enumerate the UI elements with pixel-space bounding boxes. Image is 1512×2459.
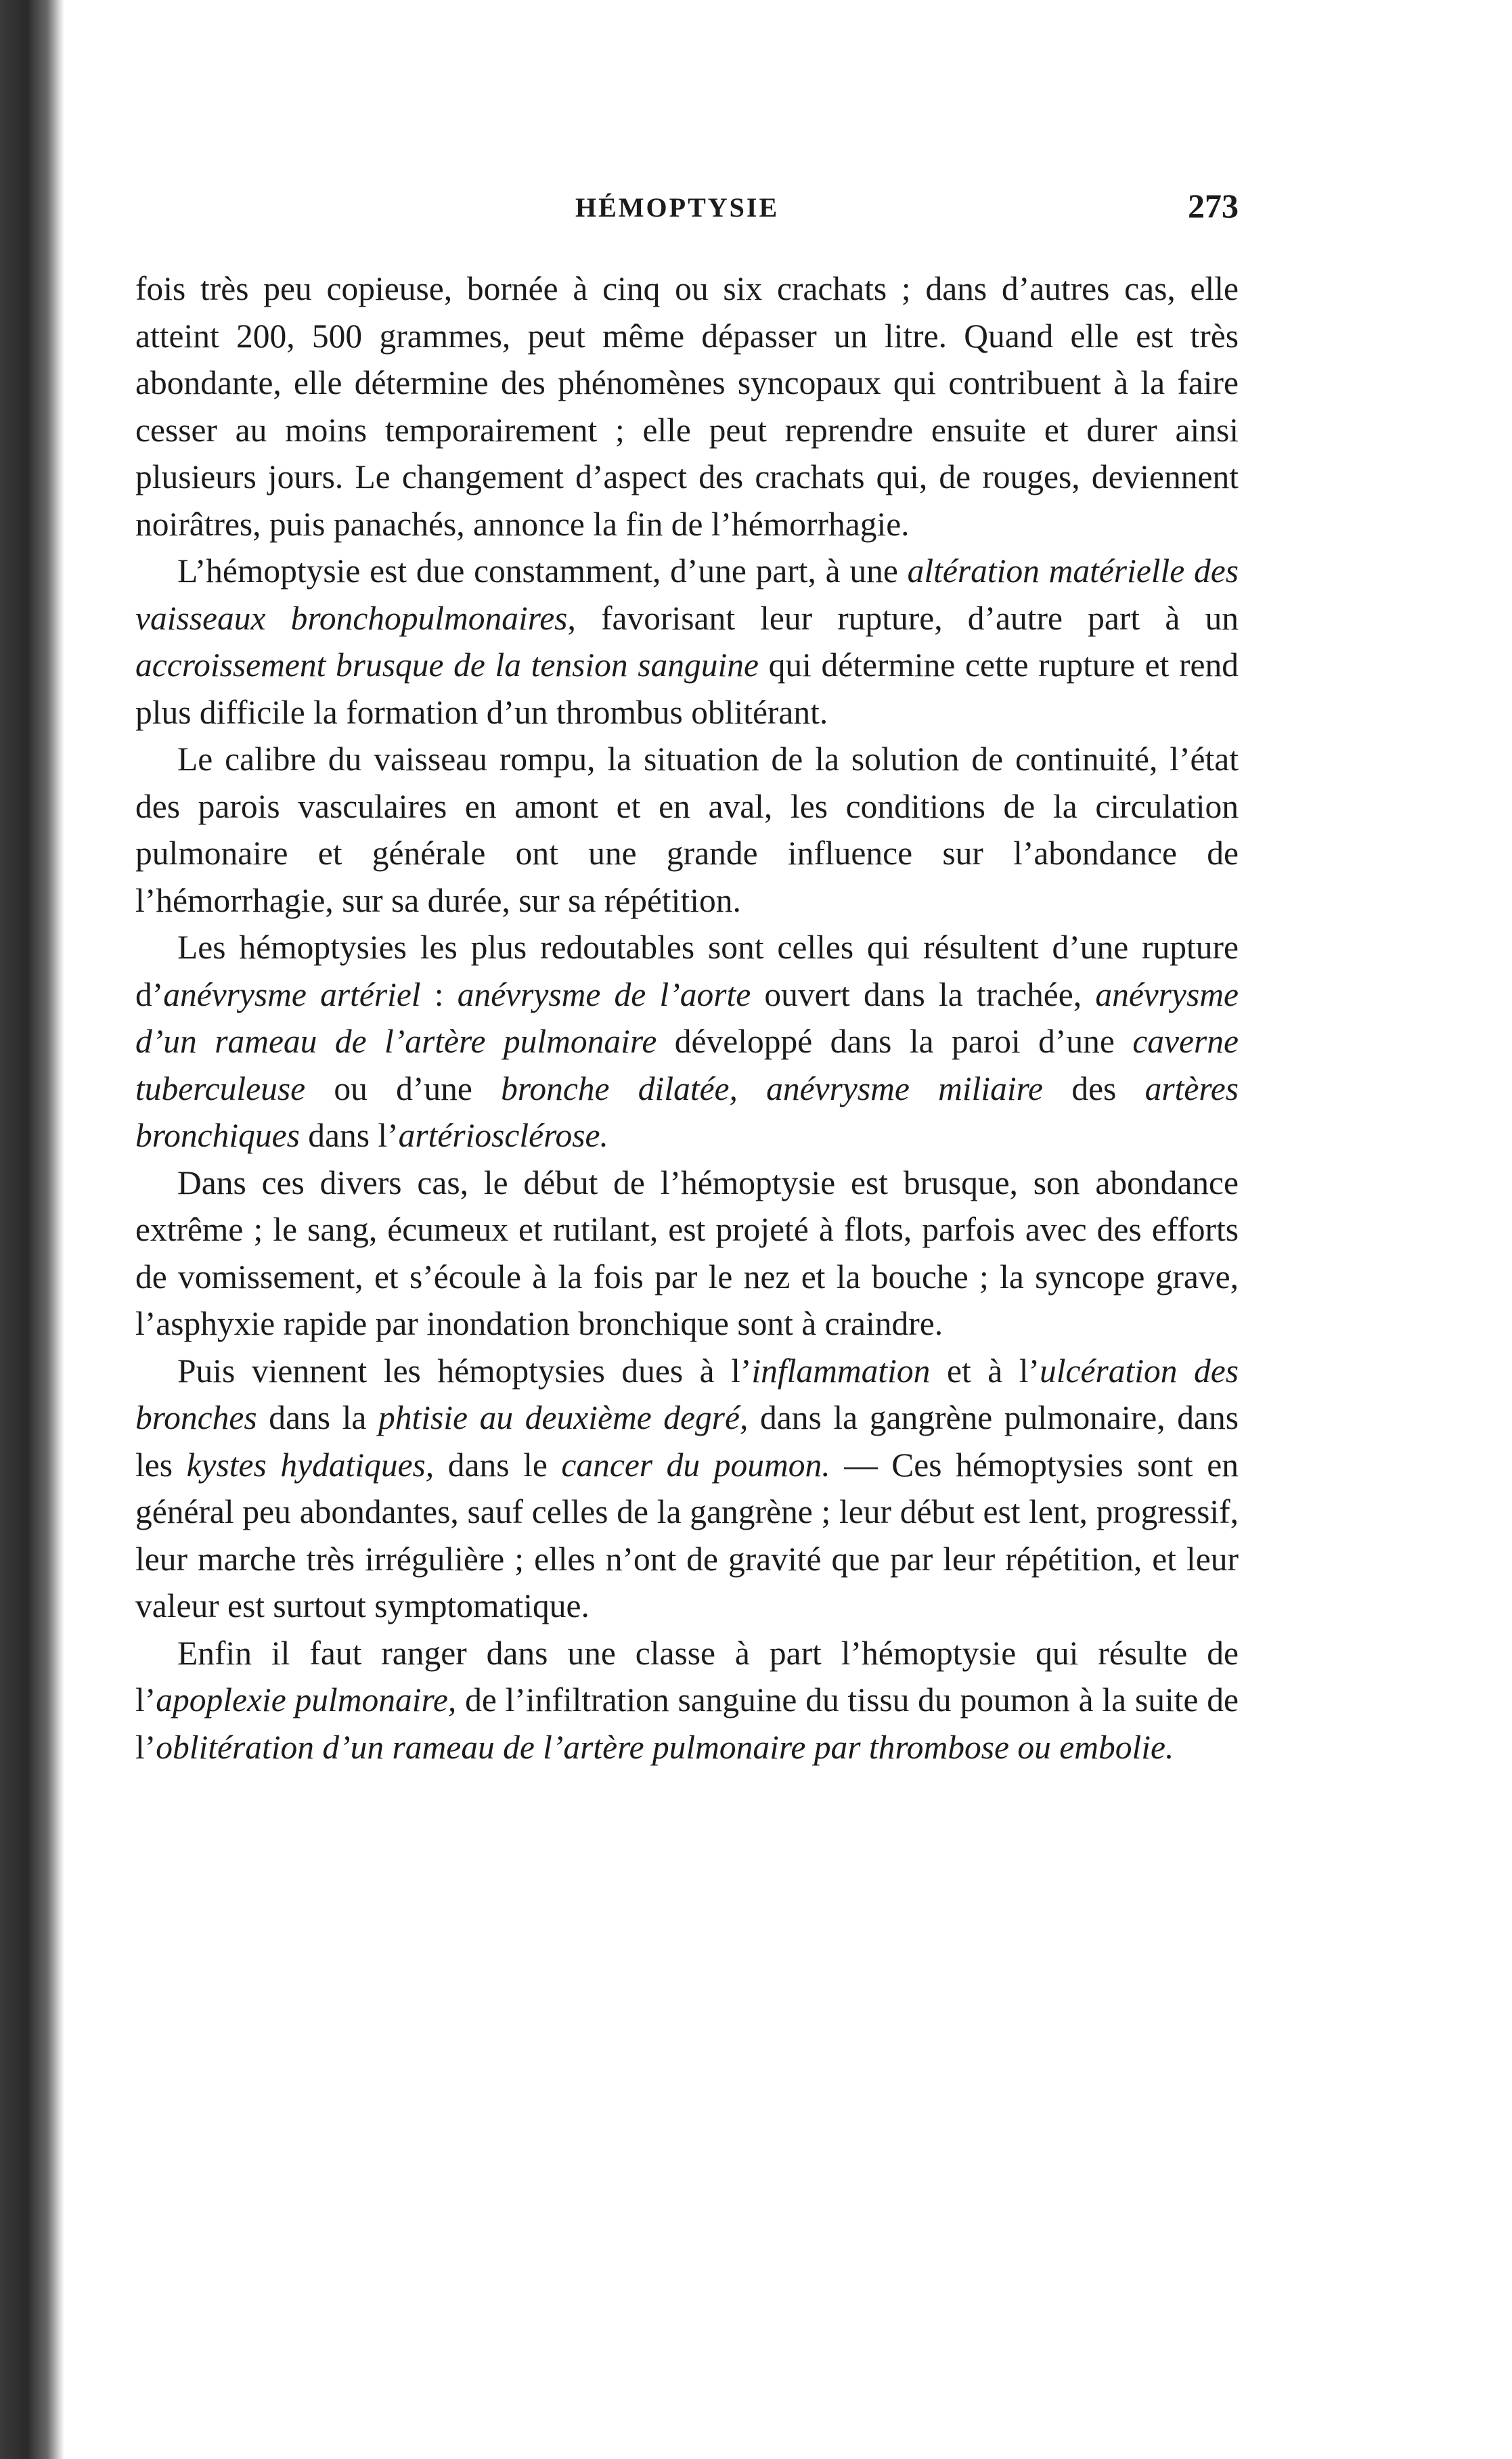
- text-run: dans le: [434, 1446, 562, 1484]
- text-run: développé dans la paroi d’une: [657, 1023, 1133, 1060]
- italic-text: cancer du poumon.: [561, 1446, 830, 1484]
- italic-text: inflammation: [751, 1352, 931, 1390]
- body-text: [135, 265, 1239, 1771]
- italic-text: anévrysme artériel: [163, 975, 421, 1013]
- text-run: — Ces hémoptysies sont en général peu abondantes, sauf celles de la gangrène ; leur début est lent, progressif, leur marche très irrégulière ; elles n’ont de gravité que par leur répétition, et leur valeur est surtout symptomatique.: [135, 1446, 1239, 1624]
- italic-text: anévrysme d’un rameau de l’artère pulmonaire: [135, 975, 1239, 1060]
- paragraph: [135, 924, 1239, 1159]
- scanned-binding-edge: [0, 0, 64, 2459]
- paragraph: [135, 1348, 1239, 1630]
- text-run: ouvert dans la trachée,: [751, 975, 1096, 1013]
- text-run: , favorisant leur rupture, d’autre part à un: [567, 599, 1239, 637]
- paragraph: [135, 1159, 1239, 1348]
- paragraph: [135, 1630, 1239, 1771]
- text-run: ou d’une: [305, 1069, 502, 1107]
- page-header: [122, 186, 1239, 240]
- paragraph: [135, 736, 1239, 924]
- text-run: des: [1043, 1069, 1145, 1107]
- text-run: dans l’: [299, 1117, 399, 1154]
- text-run: dans la gangrène pulmonaire, dans les: [135, 1399, 1239, 1484]
- paragraph: [135, 265, 1239, 548]
- italic-text: accroissement brusque de la tension sanguine: [135, 646, 759, 684]
- text-run: fois très peu copieuse, bornée à cinq ou six crachats ; dans d’autres cas, elle atteint 200, 500 grammes, peut même dépasser un litre. Quand elle est très abondante, elle détermine des phénomènes syncopaux qui contribuent à la faire cesser au moins temporairement ; elle peut reprendre ensuite et durer ainsi plusieurs jours. Le changement d’aspect des crachats qui, de rouges, deviennent noirâtres, puis panachés, annonce la fin de l’hémorrhagie.: [135, 270, 1239, 543]
- italic-text: caverne tuberculeuse: [135, 1023, 1239, 1107]
- italic-text: phtisie au deuxième degré,: [378, 1399, 749, 1436]
- text-run: Enfin il faut ranger dans une classe à part l’hémoptysie qui résulte de l’: [135, 1634, 1239, 1719]
- running-head: HÉMOPTYSIE: [575, 192, 780, 223]
- text-run: Puis viennent les hémoptysies dues à l’: [177, 1352, 752, 1390]
- italic-text: artériosclérose.: [398, 1117, 608, 1154]
- italic-text: kystes hydatiques,: [186, 1446, 435, 1484]
- page-number: 273: [1188, 187, 1239, 225]
- text-run: L’hémoptysie est due constamment, d’une part, à une: [177, 552, 908, 590]
- italic-text: ulcération des bronches: [135, 1352, 1239, 1436]
- text-run: Le calibre du vaisseau rompu, la situation de la solution de continuité, l’état des parois vasculaires en amont et en aval, les conditions de la circulation pulmonaire et générale ont une grande influence sur l’abondance de l’hémorrhagie, sur sa durée, sur sa répétition.: [135, 740, 1239, 919]
- italic-text: artères bronchiques: [135, 1069, 1239, 1154]
- italic-text: apoplexie pulmonaire,: [156, 1681, 457, 1719]
- text-run: Dans ces divers cas, le début de l’hémoptysie est brusque, son abondance extrême ; le sang, écumeux et rutilant, est projeté à flots, parfois avec des efforts de vomissement, et s’écoule à la fois par le nez et la bouche ; la syncope grave, l’asphyxie rapide par inondation bronchique sont à craindre.: [135, 1164, 1239, 1342]
- text-run: et à l’: [930, 1352, 1040, 1390]
- text-run: Les hémoptysies les plus redoutables sont celles qui résultent d’une rupture d’: [135, 929, 1239, 1013]
- italic-text: bronche dilatée, anévrysme miliaire: [501, 1069, 1044, 1107]
- italic-text: oblitération d’un rameau de l’artère pulmonaire par thrombose ou embolie.: [156, 1728, 1174, 1766]
- italic-text: anévrysme de l’aorte: [457, 975, 751, 1013]
- text-run: dans la: [257, 1399, 379, 1436]
- text-run: de l’infiltration sanguine du tissu du poumon à la suite de l’: [135, 1681, 1239, 1766]
- italic-text: altération matérielle des vaisseaux bronchopulmonaires: [135, 552, 1239, 637]
- text-run: :: [420, 975, 458, 1013]
- paragraph: [135, 548, 1239, 736]
- text-run: qui détermine cette rupture et rend plus difficile la formation d’un thrombus oblitérant.: [135, 646, 1239, 731]
